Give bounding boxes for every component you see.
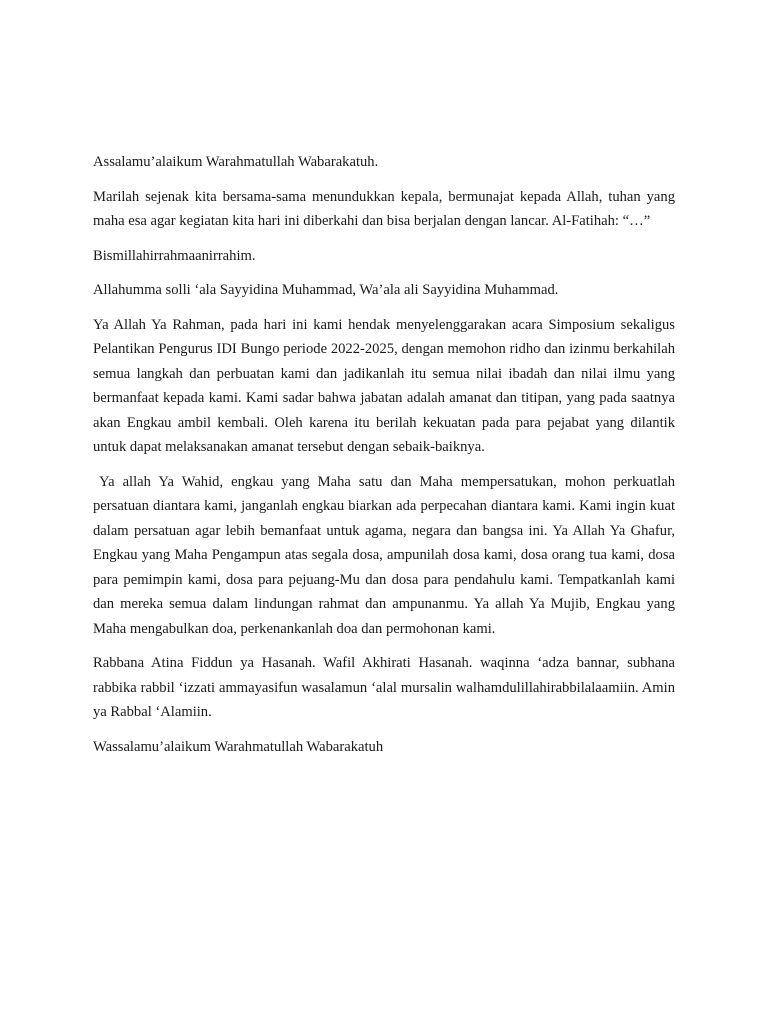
prayer-rahman-paragraph: Ya Allah Ya Rahman, pada hari ini kami hendak menyelenggarakan acara Simposium sekaligus Pelantikan Pengurus IDI Bungo periode 2022-2025, dengan memohon ridho dan izinmu berkahilah semua langkah dan perbuatan kami dan jadikanlah itu semua nilai ibadah dan nilai ilmu yang bermanfaat kepada kami. Kami sadar bahwa jabatan adalah amanat dan titipan, yang pada saatnya akan Engkau ambil kembali. Oleh karena itu berilah kekuatan pada para pejabat yang dilantik untuk dapat melaksanakan amanat tersebut dengan sebaik-baiknya. xyxy=(93,316,675,455)
invitation-paragraph: Marilah sejenak kita bersama-sama menundukkan kepala, bermunajat kepada Allah, tuhan yang maha esa agar kegiatan kita hari ini diberkahi dan bisa berjalan dengan lancar. Al-Fatihah: “…” xyxy=(93,188,675,229)
bismillah-line: Bismillahirrahmaanirrahim. xyxy=(93,247,256,264)
prayer-wahid-paragraph: Ya allah Ya Wahid, engkau yang Maha satu dan Maha mempersatukan, mohon perkuatlah persatuan diantara kami, janganlah engkau biarkan ada perpecahan diantara kami. Kami ingin kuat dalam persatuan agar lebih bemanfaat untuk agama, negara dan bangsa ini. Ya Allah Ya Ghafur, Engkau yang Maha Pengampun atas segala dosa, ampunilah dosa kami, dosa orang tua kami, dosa para pemimpin kami, dosa para pejuang-Mu dan dosa para pendahulu kami. Tempatkanlah kami dan mereka semua dalam lindungan rahmat dan ampunanmu. Ya allah Ya Mujib, Engkau yang Maha mengabulkan doa, perkenankanlah doa dan permohonan kami. xyxy=(93,473,675,637)
shalawat-line: Allahumma solli ‘ala Sayyidina Muhammad, Wa’ala ali Sayyidina Muhammad. xyxy=(93,282,559,298)
closing-prayer-paragraph: Rabbana Atina Fiddun ya Hasanah. Wafil Akhirati Hasanah. waqinna ‘adza bannar, subhana rabbika rabbil ‘izzati ammayasifun wasalamun ‘alal mursalin walhamdulillahirabbilalaamiin. Amin ya Rabbal ‘Alamiin. xyxy=(93,655,675,720)
closing-greeting: Wassalamu’alaikum Warahmatullah Wabarakatuh xyxy=(93,738,384,755)
opening-greeting: Assalamu’alaikum Warahmatullah Wabarakatuh. xyxy=(93,154,379,170)
document-page xyxy=(93,150,675,769)
